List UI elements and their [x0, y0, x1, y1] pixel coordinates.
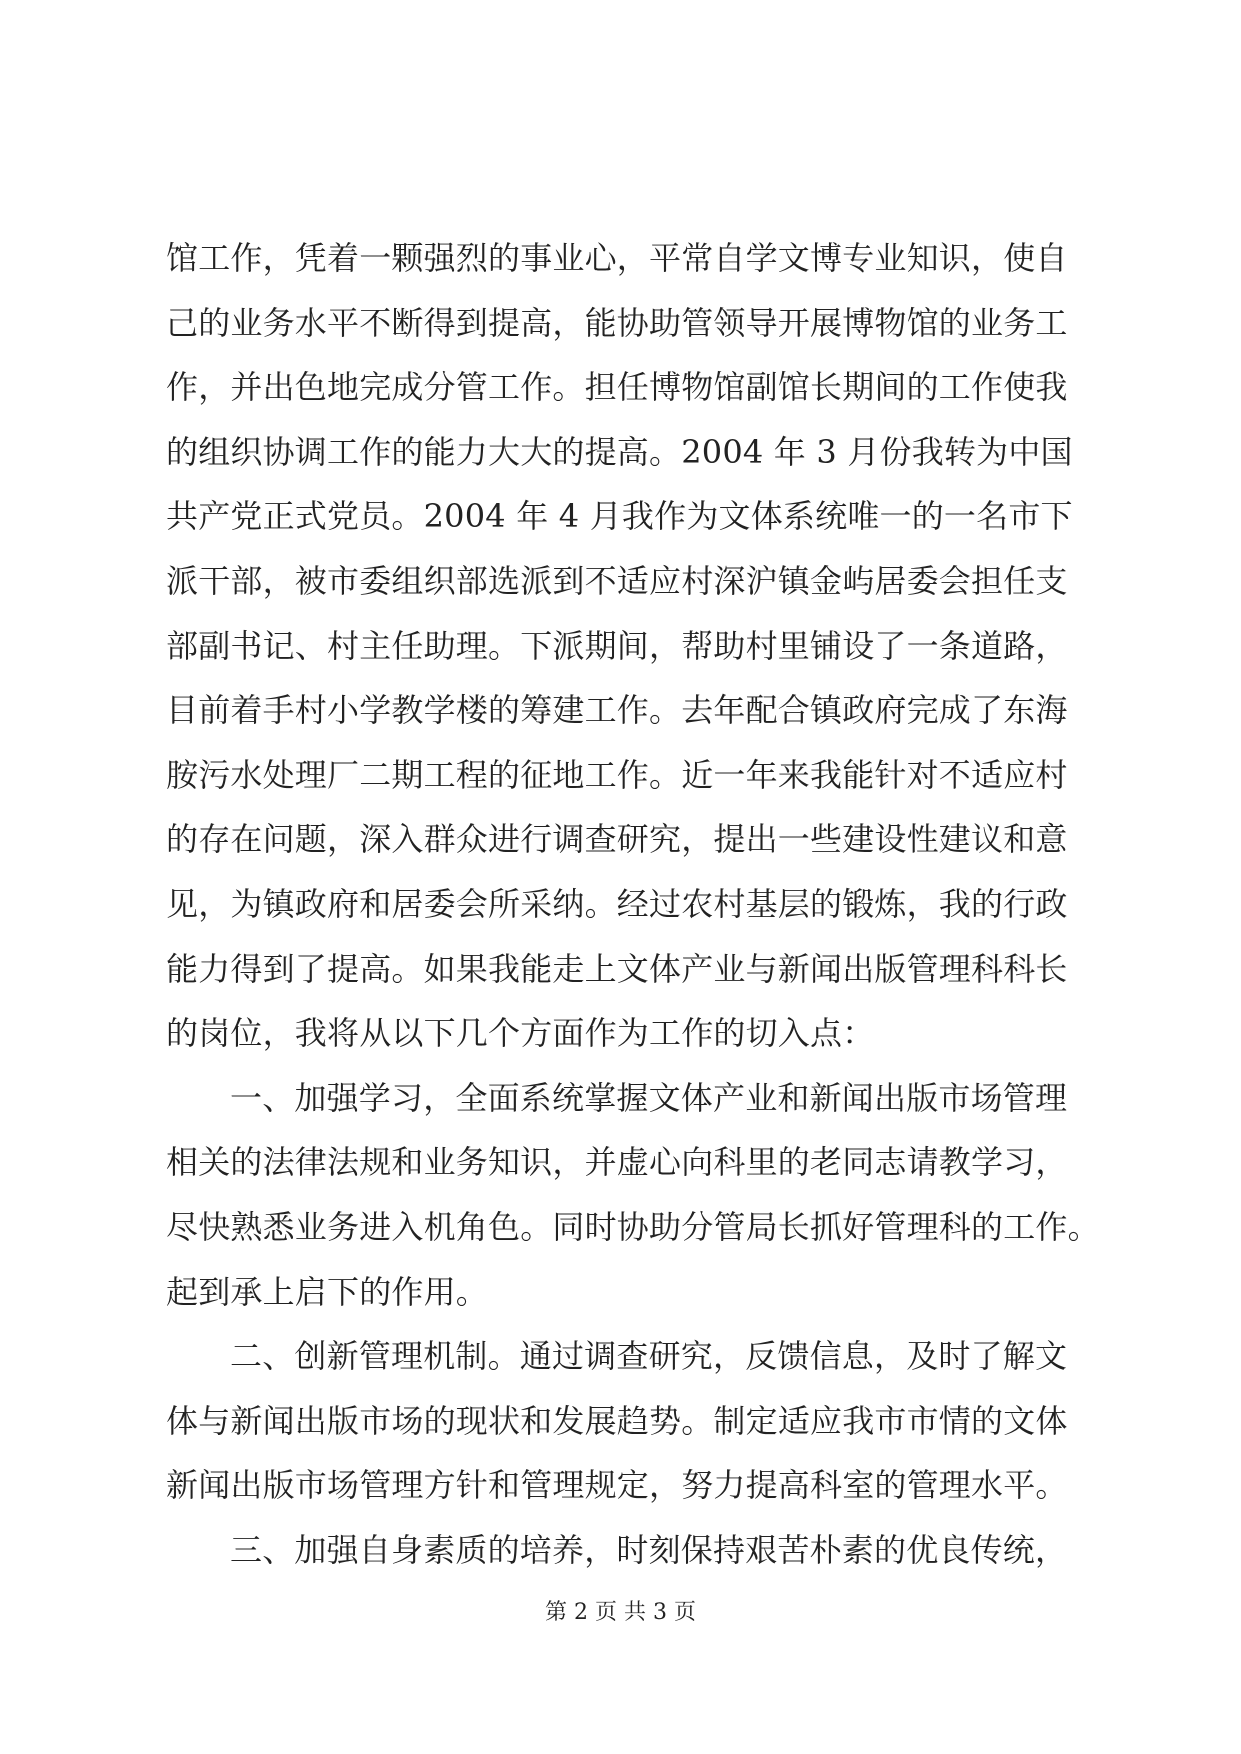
page-number-footer: 第 2 页 共 3 页	[545, 1600, 696, 1625]
text-line: 胺污水处理厂二期工程的征地工作。近一年来我能针对不适应村	[166, 755, 1068, 794]
text-line: 见，为镇政府和居委会所采纳。经过农村基层的锻炼，我的行政	[166, 884, 1068, 923]
text-line: 作，并出色地完成分管工作。担任博物馆副馆长期间的工作使我	[166, 368, 1068, 407]
text-line: 己的业务水平不断得到提高，能协助管领导开展博物馆的业务工	[166, 303, 1068, 342]
text-line: 部副书记、村主任助理。下派期间，帮助村里铺设了一条道路，	[166, 626, 1068, 665]
paragraph-first-line: 三、加强自身素质的培养，时刻保持艰苦朴素的优良传统，	[230, 1530, 1068, 1569]
text-line: 目前着手村小学教学楼的筹建工作。去年配合镇政府完成了东海	[166, 691, 1068, 730]
text-line: 相关的法律法规和业务知识，并虚心向科里的老同志请教学习，	[166, 1143, 1068, 1182]
text-line: 派干部，被市委组织部选派到不适应村深沪镇金屿居委会担任支	[166, 561, 1068, 600]
text-line: 体与新闻出版市场的现状和发展趋势。制定适应我市市情的文体	[166, 1401, 1068, 1440]
text-line: 馆工作，凭着一颗强烈的事业心，平常自学文博专业知识，使自	[166, 239, 1068, 277]
text-line: 的存在问题，深入群众进行调查研究，提出一些建设性建议和意	[166, 820, 1068, 859]
paragraph-first-line: 二、创新管理机制。通过调查研究，反馈信息，及时了解文	[230, 1337, 1068, 1376]
text-line: 起到承上启下的作用。	[166, 1272, 489, 1311]
text-line: 新闻出版市场管理方针和管理规定，努力提高科室的管理水平。	[166, 1466, 1068, 1505]
text-line: 能力得到了提高。如果我能走上文体产业与新闻出版管理科科长	[166, 949, 1068, 988]
text-line: 的岗位，我将从以下几个方面作为工作的切入点：	[166, 1014, 875, 1053]
text-line: 的组织协调工作的能力大大的提高。2004 年 3 月份我转为中国	[166, 432, 1073, 471]
text-line: 共产党正式党员。2004 年 4 月我作为文体系统唯一的一名市下	[166, 497, 1073, 536]
text-line: 尽快熟悉业务进入机角色。同时协助分管局长抓好管理科的工作。	[166, 1207, 1100, 1246]
paragraph-first-line: 一、加强学习，全面系统掌握文体产业和新闻出版市场管理	[230, 1078, 1068, 1117]
body-text	[166, 226, 1100, 1582]
